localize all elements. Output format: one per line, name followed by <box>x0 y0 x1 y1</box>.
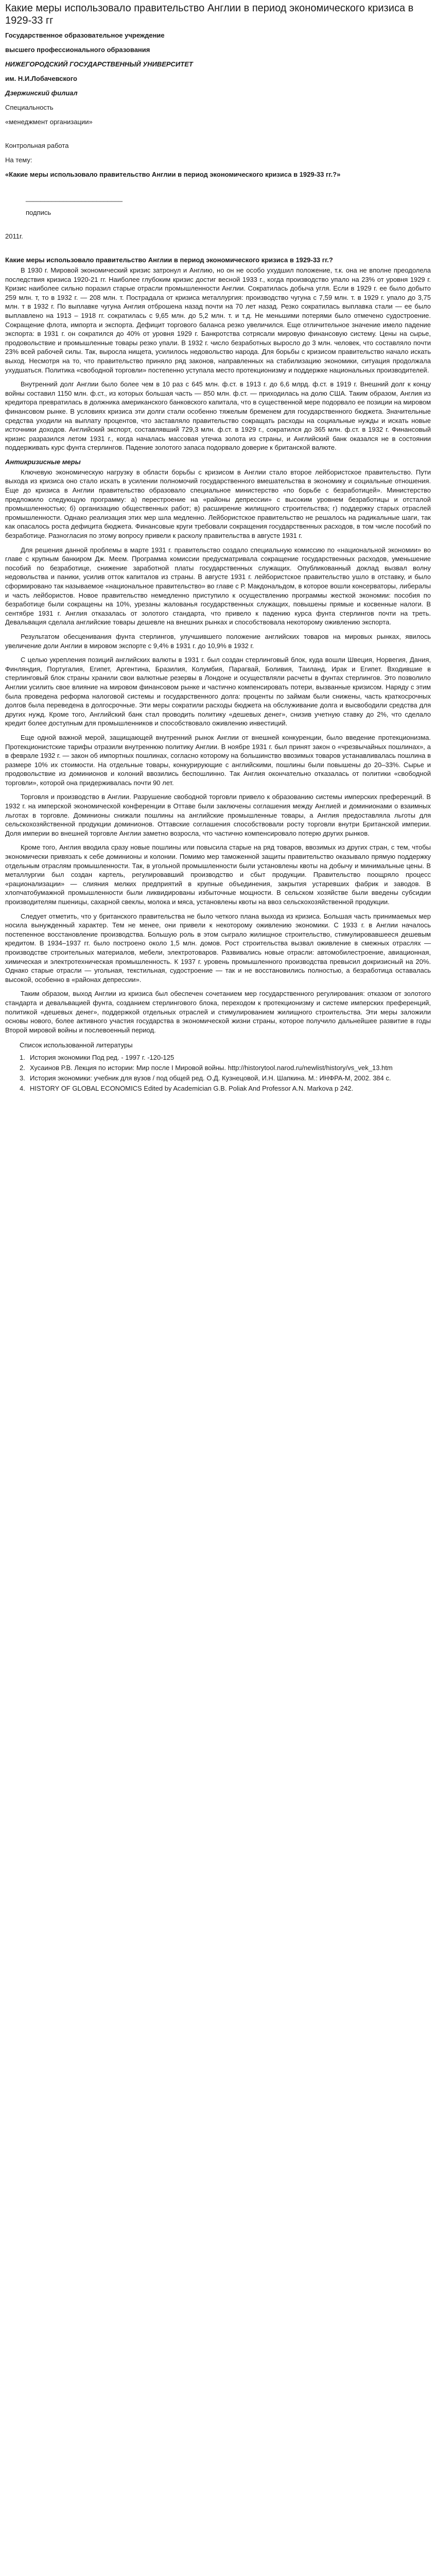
header-line-7: «менеджмент организации» <box>5 118 93 126</box>
document-page <box>0 0 436 1093</box>
paragraph: С целью укрепления позиций английских валюты в 1931 г. был создан стерлинговый блок, куда вошли Швеция, Норвегия, Дания, Финляндия, Португалия, Египет, Аргентина, Бразилия, Колумбия, Парагвай, Боливия, Таиланд, Ирак и Египет. Входившие в стерлинговый блок страны хранили свои валютные резервы в Лондоне и осуществляли расчеты в фунтах стерлингов. Это позволило Англии усилить свое влияние на мировом финансовом рынке и частично компенсировать потери, вызванные кризисом. Наряду с этим была проведена реформа налоговой системы и государственного долга: проценты по займам были снижены, часть краткосрочных долгов была переведена в долгосрочные. Эти меры сократили расходы бюджета на обслуживание долга и высвободили средства для других нужд. Кроме того, Английский банк стал проводить политику «дешевых денег», снизив учетную ставку до 2%, что сделало кредит более доступным для промышленников и способствовало оживлению инвестиций. <box>5 656 431 727</box>
list-item-number: 2. <box>20 1064 25 1072</box>
list-item <box>20 1053 431 1062</box>
paragraph: Внутренний долг Англии было более чем в 10 раз с 645 млн. ф.ст. в 1913 г. до 6,6 млрд. ф.ст. в 1919 г. Внешний долг к концу войны составил 1150 млн. ф.ст., из которых большая часть — 850 млн. ф.ст. — приходилась на долю США. Таким образом, Англия из кредитора превратилась в должника американского банковского капитала, что в существенной мере подорвало ее позиции на мировом финансовом рынке. В условиях кризиса эти долги стали особенно тяжелым бременем для государственного бюджета. Значительные средства уходили на выплату процентов, что заставляло правительство сокращать расходы на социальные нужды и искать новые источники доходов. Английский экспорт, составлявший 729,3 млн. ф.ст. в 1929 г., сократился до 365 млн. ф.ст. в 1932 г. Финансовый кризис разразился летом 1931 г., когда началась массовая утечка золота из страны, и Английский банк оказался не в состоянии поддерживать курс фунта стерлингов. Падение золотого запаса подорвало доверие к британской валюте. <box>5 380 431 452</box>
paragraph: Кроме того, Англия вводила сразу новые пошлины или повысила старые на ряд товаров, ввозимых из других стран, с тем, чтобы экономически привязать к себе доминионы и колонии. Помимо мер таможенной защиты правительство оказывало прямую поддержку отдельным отраслям промышленности. Так, в угольной промышленности были установлены квоты на добычу и минимальные цены. В металлургии был создан картель, регулировавший производство и сбыт продукции. Правительство поощряло процесс «рационализации» — слияния мелких предприятий в крупные объединения, закрытия устаревших фабрик и заводов. В хлопчатобумажной промышленности были ликвидированы избыточные мощности. В сельском хозяйстве были введены субсидии производителям пшеницы, сахарной свеклы, молока и мяса, установлены квоты на ввоз сельскохозяйственной продукции. <box>5 843 431 906</box>
year: 2011г. <box>5 232 23 240</box>
list-item <box>20 1063 431 1073</box>
institution-header <box>5 31 431 127</box>
literature-heading: Список использованной литературы <box>20 1041 133 1049</box>
paragraph: Торговля и производство в Англии. Разрушение свободной торговли привело к образованию системы имперских преференций. В 1932 г. на имперской экономической конференции в Оттаве были заключены соглашения между Англией и доминионами о взаимных льготах в торговле. Доминионы снижали пошлины на английские промышленные товары, а Англия предоставляла льготы для сельскохозяйственной продукции доминионов. Оттавские соглашения способствовали росту торговли внутри Британской империи. Доля империи во внешней торговле Англии заметно возросла, что частично компенсировало потерю других рынков. <box>5 793 431 837</box>
paragraph: Для решения данной проблемы в марте 1931 г. правительство создало специальную комиссию по «национальной экономии» во главе с крупным банкиром Дж. Меем. Программа комиссии предусматривала сокращение государственных расходов, уменьшение пособий по безработице, снижение заработной платы государственных служащих. Опубликованный доклад вызвал волну недовольства и паники, усилив отток капиталов из страны. В августе 1931 г. лейбористское правительство ушло в отставку, и было сформировано так называемое «национальное правительство» во главе с Р. Макдональдом, в которое вошли консерваторы, либералы и часть лейбористов. Новое правительство немедленно приступило к осуществлению программы жесткой экономии: пособия по безработице были сокращены на 10%, урезаны жалованья государственных служащих, повышены прямые и косвенные налоги. В сентябре 1931 г. Англия отказалась от золотого стандарта, что привело к падению курса фунта стерлингов почти на треть. Девальвация сделала английские товары дешевле на внешних рынках и способствовала некоторому оживлению экспорта. <box>5 546 431 626</box>
list-item <box>20 1084 431 1093</box>
header-line-2: высшего профессионального образования <box>5 46 150 54</box>
topic-text: «Какие меры использовало правительство Англии в период экономического кризиса в 1929-33 гг.?» <box>5 171 341 178</box>
header-line-1: Государственное образовательное учреждение <box>5 31 165 39</box>
header-line-4: им. Н.И.Лобачевского <box>5 75 77 82</box>
signature-label: подпись <box>26 209 51 216</box>
section-heading: Какие меры использовало правительство Англии в период экономического кризиса в 1929-33 гг.? <box>5 256 333 264</box>
work-type: Контрольная работа <box>5 142 69 149</box>
header-line-6: Специальность <box>5 104 54 111</box>
list-item-text: История экономики: учебник для вузов / под общей ред. О.Д. Кузнецовой, И.Н. Шапкина. М.: ИНФРА-М, 2002. 384 с. <box>30 1074 391 1082</box>
list-item-text: HISTORY OF GLOBAL ECONOMICS Edited by Academician G.B. Poliak And Professor A.N. Markova p 242. <box>30 1084 354 1093</box>
paragraph: Результатом обесценивания фунта стерлингов, улучшившего положение английских товаров на мировых рынках, явилось увеличение доли Англии в мировом экспорте с 9,4% в 1931 г. до 10,9% в 1932 г. <box>5 632 431 650</box>
document-title: Какие меры использовало правительство Англии в период экономического кризиса в 1929-33 гг <box>5 3 414 26</box>
list-item <box>20 1074 431 1083</box>
topic-label: На тему: <box>5 156 32 164</box>
header-line-5: Дзержинский филиал <box>5 89 78 97</box>
list-item-text: История экономики Под ред. - 1997 г. -120-125 <box>30 1054 175 1062</box>
paragraph: Следует отметить, что у британского правительства не было четкого плана выхода из кризиса. Большая часть принимаемых мер носила вынужденный характер. Тем не менее, они привели к некоторому оживлению экономики. С 1933 г. в Англии началось постепенное восстановление производства. Большую роль в этом сыграло жилищное строительство, стимулировавшееся дешевым кредитом. В 1934–1937 гг. было построено около 1,5 млн. домов. Рост строительства вызвал оживление в смежных отраслях — производстве строительных материалов, мебели, электротоваров. Развивались новые отрасли: автомобилестроение, авиационная, химическая и электротехническая промышленность. К 1937 г. уровень промышленного производства превысил докризисный на 20%. Однако старые отрасли — угольная, текстильная, судостроение — так и не восстановились полностью, а безработица оставалась высокой, особенно в «районах депрессии». <box>5 912 431 984</box>
paragraph: В 1930 г. Мировой экономический кризис затронул и Англию, но он не особо ухудшил положение, т.к. она не вполне преодолела последствия кризиса 1920-21 гг. Наиболее глубоким кризис достиг весной 1933 г., когда производство упало на 23% от уровня 1929 г. Кризис наиболее сильно поразил старые отрасли промышленности Англии. Сократилась добыча угля. Если в 1929 г. ее было добыто 259 млн. т, то в 1932 г. — 208 млн. т. Пострадала от кризиса металлургия: производство чугуна с 7,59 млн. т. в 1929 г. упало до 3,75 млн. т в 1932 г. По выплавке чугуна Англия отброшена назад почти на 70 лет назад. Резко сократилась выплавка стали — ее было выплавлено на 1913 – 1918 гг. сократилась с 9,65 млн. до 5,2 млн. т. и т.д. Не меньшими потерями было отмечено судостроение. Сокращение флота, импорта и экспорта. Дефицит торгового баланса резко увеличился. Еще отличительное значение имело падение экспорта: в 1931 г. он сократился до 40% от уровня 1929 г. Банкротства сотрясали мировую финансовую систему. Цены на сырье, продовольствие и промышленные товары резко упали. В 1932 г. число безработных выросло до 3 млн. человек, что составляло почти 23% всей рабочей силы. Так, выросла нищета, усилилось недовольство народа. Для борьбы с кризисом правительство начало искать выход. Несмотря на то, что правительство приняло ряд законов, направленных на стабилизацию экономики, ситуация продолжала ухудшаться. Политика «свободной торговли» постепенно уступала место протекционизму и поддержке национальных производителей. <box>5 266 431 374</box>
list-item-number: 4. <box>20 1084 25 1093</box>
signature-line: __________________________ <box>26 194 123 202</box>
paragraph: Таким образом, выход Англии из кризиса был обеспечен сочетанием мер государственного регулирования: отказом от золотого стандарта и девальвацией фунта, созданием стерлингового блока, переходом к протекционизму и системе имперских преференций, политикой «дешевых денег», поддержкой отдельных отраслей и стимулированием жилищного строительства. Эти меры заложили основы нового, более активного участия государства в экономической жизни страны, которое получило дальнейшее развитие в годы Второй мировой войны и послевоенный период. <box>5 990 431 1034</box>
list-item-number: 3. <box>20 1074 25 1082</box>
list-item-text: Хусаинов Р.В. Лекция по истории: Мир после I Мировой войны. http://historytool.narod.ru/newlist/history/vs_vek_13.htm <box>30 1064 393 1072</box>
list-item-number: 1. <box>20 1054 25 1062</box>
paragraph: Еще одной важной мерой, защищающей внутренний рынок Англии от внешней конкуренции, было введение протекционизма. Протекционистские тарифы отразили внутреннюю политику Англии. В ноябре 1931 г. был принят закон о «чрезвычайных пошлинах», а в феврале 1932 г. — закон об импортных пошлинах, согласно которому на большинство ввозимых товаров устанавливалась пошлина в размере 10% их стоимости. На отдельные товары, конкурирующие с английскими, пошлины были повышены до 20–33%. Сырье и продовольствие из доминионов и колоний ввозились беспошлинно. Так Англия окончательно отказалась от политики «свободной торговли», которой она придерживалась почти 90 лет. <box>5 733 431 787</box>
paragraph: Ключевую экономическую нагрузку в области борьбы с кризисом в Англии стало второе лейбористское правительство. Пути выхода из кризиса оно стало искать в усилении полномочий государственного вмешательства в экономику и социальные отношения. Еще до кризиса в Англии правительство образовало специальное министерство «по борьбе с безработицей». Министерство предложило следующую программу: а) перестроение на «районы депрессии» с высоким уровнем безработицы и отсталой промышленностью; б) организацию общественных работ; в) расширение жилищного строительства; г) поддержку старых отраслей промышленности. Однако реализация этих мер шла медленно. Лейбористское правительство не решалось на радикальные шаги, так как опасалось роста дефицита бюджета. Финансовые круги требовали сокращения государственных расходов, в том числе пособий по безработице. Разногласия по этому вопросу привели к расколу правительства в августе 1931 г. <box>5 468 431 540</box>
header-line-3: НИЖЕГОРОДСКИЙ ГОСУДАРСТВЕННЫЙ УНИВЕРСИТЕТ <box>5 60 193 68</box>
sub-heading: Антикризисные меры <box>5 457 81 466</box>
literature-list <box>5 1053 431 1093</box>
